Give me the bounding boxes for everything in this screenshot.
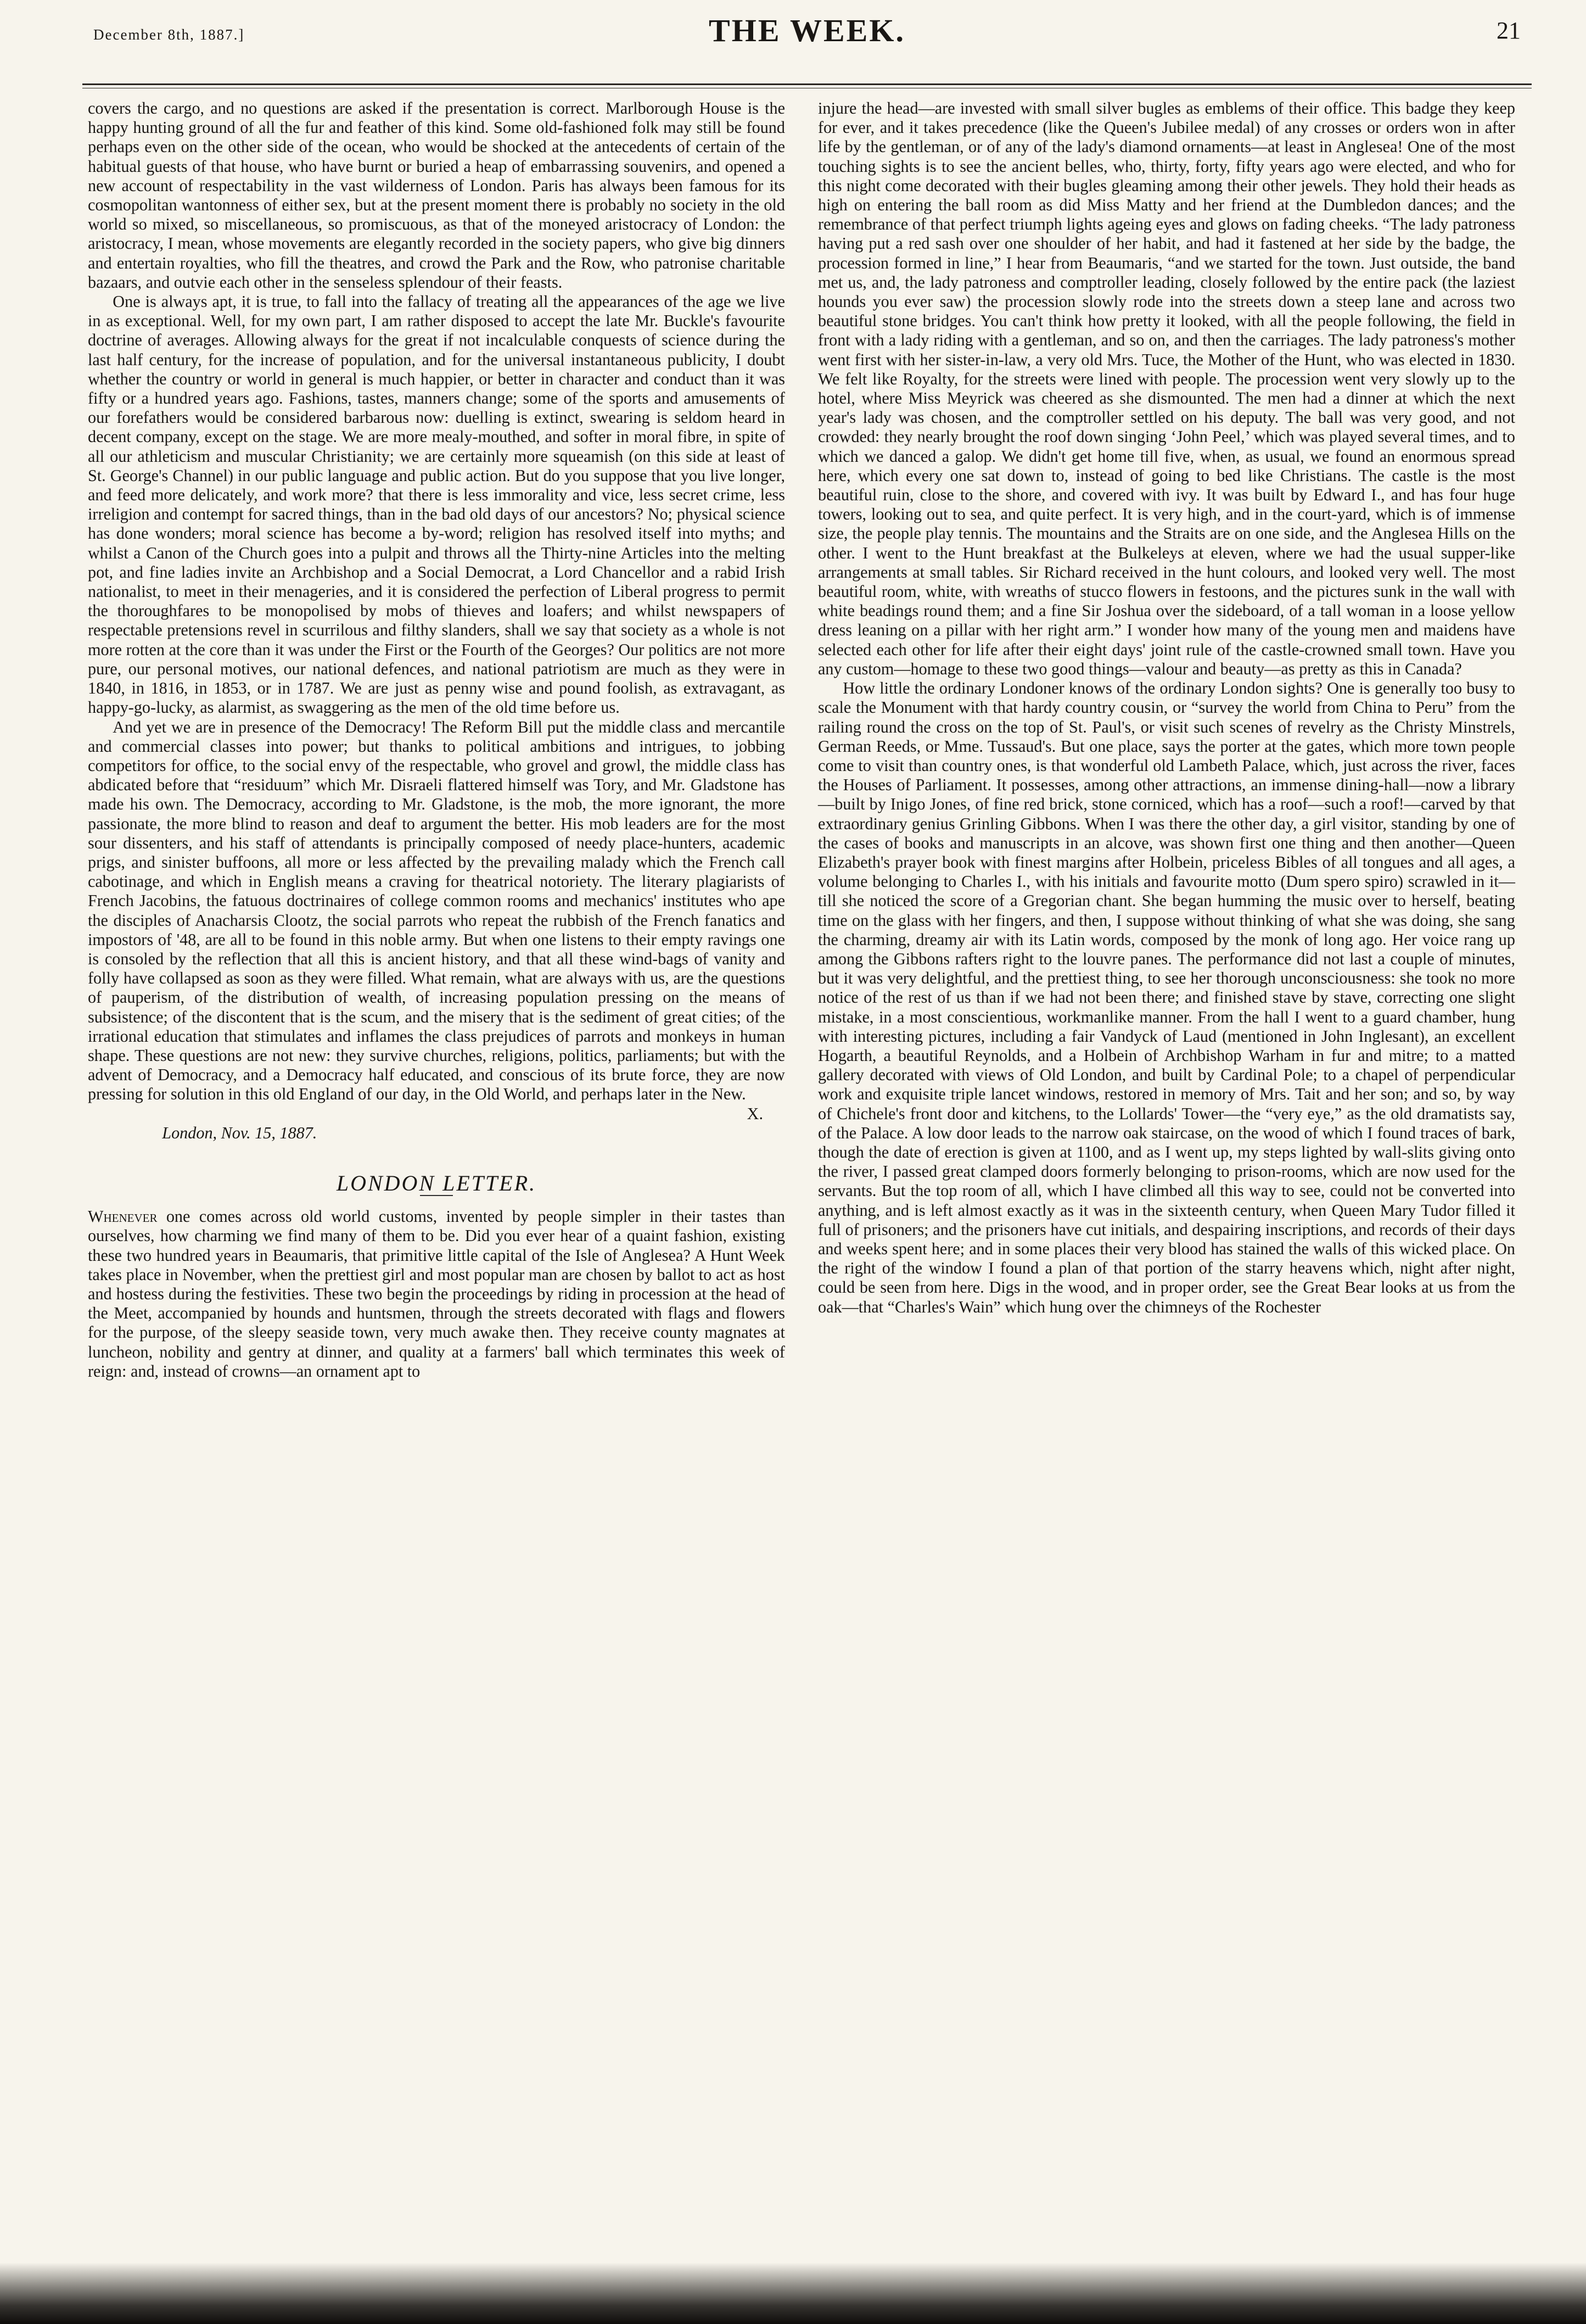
article-dateline: London, Nov. 15, 1887. xyxy=(162,1123,317,1142)
author-signature: X. xyxy=(747,1104,763,1123)
scan-edge-shadow xyxy=(0,2262,1586,2324)
publication-title: THE WEEK. xyxy=(709,13,905,48)
masthead xyxy=(93,12,1521,56)
left-column xyxy=(88,99,785,1381)
letter-paragraph xyxy=(88,1207,785,1381)
article-paragraph: One is always apt, it is true, to fall into the fallacy of treating all the appearances of the age we live in as exceptional. Well, for my own part, I am rather disposed to accept the late Mr. Buckle's favourite doctrine of averages. Allowing always for the great if not incalculable conquests of science during the last half century, for the increase of population, and for the universal instantaneous publicity, I doubt whether the country or world in general is much happier, or better in character and conduct than it was fifty or a hundred years ago. Fashions, tastes, manners change; some of the sports and amusements of our forefathers would be considered barbarous now: duelling is extinct, swearing is seldom heard in decent company, except on the stage. We are more mealy-mouthed, and softer in moral fibre, in spite of all our athleticism and muscular Christianity; we are certainly more squeamish (on this side at least of St. George's Channel) in our public language and public action. But do you suppose that you live longer, and feed more delicately, and work more? that there is less immorality and vice, less secret crime, less irreligion and contempt for sacred things, than in the bad old days of our ancestors? No; physical science has done wonders; moral science has become a by-word; religion has resolved itself into myths; and whilst a Canon of the Church goes into a pulpit and throws all the Thirty-nine Articles into the melting pot, and fine ladies invite an Archbishop and a Social Democrat, a Lord Chancellor and a rabid Irish nationalist, to meet in their menageries, and it is considered the perfection of Liberal progress to permit the thoroughfares to be monopolised by mobs of thieves and loafers; and whilst newspapers of respectable pretensions revel in scurrilous and filthy slanders, shall we say that society as a whole is not more rotten at the core than it was under the First or the Fourth of the Georges? Our politics are not more pure, our personal motives, our national defences, and national patriotism are much as they were in 1840, in 1816, in 1853, or in 1787. We are just as penny wise and pound foolish, as extravagant, as happy-go-lucky, as alarmist, as swaggering as the men of the old time before us. xyxy=(88,292,785,717)
section-heading: LONDON LETTER. xyxy=(336,1170,537,1195)
letter-paragraph: How little the ordinary Londoner knows of the ordinary London sights? One is generally too busy to scale the Monument with that hardy country cousin, or “survey the world from China to Peru” from the railing round the cross on the top of St. Paul's, or visit such scenes of revelry as the Christy Minstrels, German Reeds, or Mme. Tussaud's. But one place, says the porter at the gates, which more town people come to visit than country ones, is that wonderful old Lambeth Palace, which, just across the river, faces the Houses of Parliament. It possesses, among other attractions, an immense dining-hall—now a library—built by Inigo Jones, of fine red brick, stone corniced, which has a roof—such a roof!—carved by that extraordinary genius Grinling Gibbons. When I was there the other day, a girl visitor, standing by one of the cases of books and manuscripts in an alcove, was shown first one thing and then another—Queen Elizabeth's prayer book with finest margins after Holbein, priceless Bibles of all tongues and all ages, a volume belonging to Charles I., with his initials and favourite motto (Dum spero spiro) scrawled in it—till she noticed the score of a Gregorian chant. She began humming the music over to herself, beating time on the glass with her fingers, and then, I suppose without thinking of what she was doing, she sang the charming, dreamy air with its Latin words, composed by the monk of long ago. Her voice rang up among the Gibbons rafters right to the louvre panes. The performance did not last a couple of minutes, but it was very delightful, and the prettiest thing, to see her thorough unconsciousness: she took no more notice of the rest of us than if we had not been there; and finished stave by stave, correcting one slight mistake, in a most conscientious, workmanlike manner. From the hall I went to a guard chamber, hung with interesting pictures, including a fair Vandyck of Laud (mentioned in John Inglesant), an excellent Hogarth, a beautiful Reynolds, and a Holbein of Archbishop Warham in fur and mitre; to a matted gallery decorated with views of Old London, and built by Cardinal Pole; to a chapel of perpendicular work and exquisite triple lancet windows, restored in memory of Mrs. Tait and her son; and so, by way of Chichele's front door and kitchens, to the Lollards' Tower—the “very eye,” as the old dramatists say, of the Palace. A low door leads to the narrow oak staircase, on the wood of which I found traces of bark, though the date of erection is given at 1100, and as I went up, my steps lighted by wall-slits giving onto the river, I passed great clamped doors formerly belonging to prison-rooms, which are now used for the servants. But the top room of all, which I have climbed all this way to see, could not be converted into anything, and is left almost exactly as it was in the sixteenth century, when Queen Mary Tudor filled it full of prisoners; and the prisoners have cut initials, and despairing inscriptions, and records of their days and weeks spent here; and in some places their very blood has stained the walls of this wicked place. On the right of the window I found a plan of that portion of the starry heavens which, night after night, could be seen from here. Digs in the wood, and in proper order, see the Great Bear looks at us from the oak—that “Charles's Wain” which hung over the chimneys of the Rochester xyxy=(818,679,1515,1316)
article-paragraph: covers the cargo, and no questions are asked if the presentation is correct. Marlborough House is the happy hunting ground of all the fur and feather of this kind. Some old-fashioned folk may still be found perhaps even on the other side of the ocean, who would be shocked at the antecedents of certain of the habitual guests of that house, who have burnt or buried a heap of embarrassing souvenirs, and opened a new account of respectability in the vast wilderness of London. Paris has always been famous for its cosmopolitan wantonness of either sex, but at the present moment there is probably no society in the old world so mixed, so miscellaneous, so promiscuous, as that of the moneyed aristocracy of London: the aristocracy, I mean, whose movements are elegantly recorded in the society papers, who give big dinners and entertain royalties, who fill the theatres, and crowd the Park and the Row, who patronise charitable bazaars, and outvie each other in the senseless splendour of their feasts. xyxy=(88,99,785,292)
masthead-rule xyxy=(82,83,1532,85)
issue-date: December 8th, 1887.] xyxy=(93,26,245,43)
letter-opening-word: Whenever xyxy=(88,1207,158,1226)
letter-paragraph: injure the head—are invested with small silver bugles as emblems of their office. This badge they keep for ever, and it takes precedence (like the Queen's Jubilee medal) of any crosses or orders won in after life by the gentleman, or of any of the lady's diamond ornaments—at least in Anglesea! One of the most touching sights is to see the ancient belles, who, thirty, forty, fifty years ago were elected, and who for this night come decorated with their bugles gleaming among their other jewels. They hold their heads as high on entering the ball room as did Miss Matty and her friend at the Dumbledon dances; and the remembrance of that perfect triumph lights ageing eyes and glows on fading cheeks. “The lady patroness having put a red sash over one shoulder of her habit, and had it fastened at her side by the badge, the procession formed in line,” I hear from Beaumaris, “and we started for the town. Just outside, the band met us, and, the lady patroness and comptroller leading, closely followed by the entire pack (the laziest hounds you ever saw) the procession slowly rode into the streets down a steep lane and across two beautiful stone bridges. You can't think how pretty it looked, with all the people following, the field in front with a lady riding with a gentleman, and so on, and then the carriages. The lady patroness's mother went first with her sister-in-law, a very old Mrs. Tuce, the Mother of the Hunt, who was elected in 1830. We felt like Royalty, for the streets were lined with people. The procession went very slowly up to the hotel, where Miss Meyrick was cheered as she dismounted. The men had a dinner at which the next year's lady was chosen, and the comptroller settled on his deputy. The ball was very good, and not crowded: they nearly brought the roof down singing ‘John Peel,’ which was played several times, and to which we danced a galop. We didn't get home till five, when, as usual, we found an enormous spread here, which every one sat down to, instead of going to bed like Christians. The castle is the most beautiful ruin, close to the shore, and covered with ivy. It was built by Edward I., and has four huge towers, looking out to sea, and quite perfect. It is very high, and in the court-yard, which is of immense size, the people play tennis. The mountains and the Straits are on one side, and the Anglesea Hills on the other. I went to the Hunt breakfast at the Bulkeleys at eleven, where we had the usual supper-like arrangements at small tables. Sir Richard received in the hunt colours, and looked very well. The most beautiful room, white, with wreaths of stucco flowers in festoons, and the pictures sunk in the wall with white beadings round them; and a fine Sir Joshua over the sideboard, of a tall woman in a loose yellow dress leaning on a pillar with her right arm.” I wonder how many of the young men and maidens have selected each other for life after their eight days' joint rule of the castle-crowned small town. Have you any custom—homage to these two good things—valour and beauty—as pretty as this in Canada? xyxy=(818,99,1515,678)
right-column xyxy=(818,99,1515,1317)
article-paragraph: And yet we are in presence of the Democracy! The Reform Bill put the middle class and mercantile and commercial classes into power; but thanks to political ambitions and intrigues, to jobbing competitors for office, to the social envy of the respectable, who grovel and growl, the middle class has abdicated before that “residuum” which Mr. Disraeli flattered himself was Tory, and Mr. Gladstone has made his own. The Democracy, according to Mr. Gladstone, is the mob, the more ignorant, the more passionate, the more blind to reason and deaf to argument the better. His mob leaders are for the most sour dissenters, and his staff of attendants is principally composed of needy place-hunters, academic prigs, and sinister buffoons, all more or less affected by the prevailing malady which the French call cabotinage, and which in English means a craving for theatrical notoriety. The literary plagiarists of French Jacobins, the fatuous doctrinaires of college common rooms and mechanics' institutes who ape the disciples of Anacharsis Clootz, the social parrots who repeat the rubbish of the French fanatics and impostors of '48, are all to be found in this noble army. But when one listens to their empty ravings one is consoled by the reflection that all this is ancient history, and that all these wind-bags of vanity and folly have collapsed as soon as they were filled. What remain, what are always with us, are the questions of pauperism, of the distribution of wealth, of increasing population pressing on the means of subsistence; of the discontent that is the scum, and the misery that is the sediment of great cities; of the irrational education that stimulates and inflames the class prejudices of parrots and monkeys in human shape. These questions are not new: they survive churches, religions, politics, parliaments; but with the advent of Democracy, and a Democracy half educated, and conscious of its brute force, they are now pressing for solution in this old England of our day, in the Old World, and perhaps later in the New. xyxy=(88,717,785,1104)
page-number: 21 xyxy=(1497,17,1521,44)
letter-text: one comes across old world customs, invented by people simpler in their tastes than ourselves, how charming we find many of them to be. Did you ever hear of a quaint fashion, existing these two hundred years in Beaumaris, that primitive little capital of the Isle of Anglesea? A Hunt Week takes place in November, when the prettiest girl and most popular man are chosen by ballot to act as host and hostess during the festivities. These two begin the proceedings by riding in procession at the head of the Meet, accompanied by hounds and huntsmen, through the streets decorated with flags and flowers for the purpose, of the sleepy seaside town, very much awake then. They receive county magnates at luncheon, nobility and gentry at dinner, and quality at a farmers' ball which terminates this week of reign: and, instead of crowns—an ornament apt to xyxy=(88,1207,785,1381)
